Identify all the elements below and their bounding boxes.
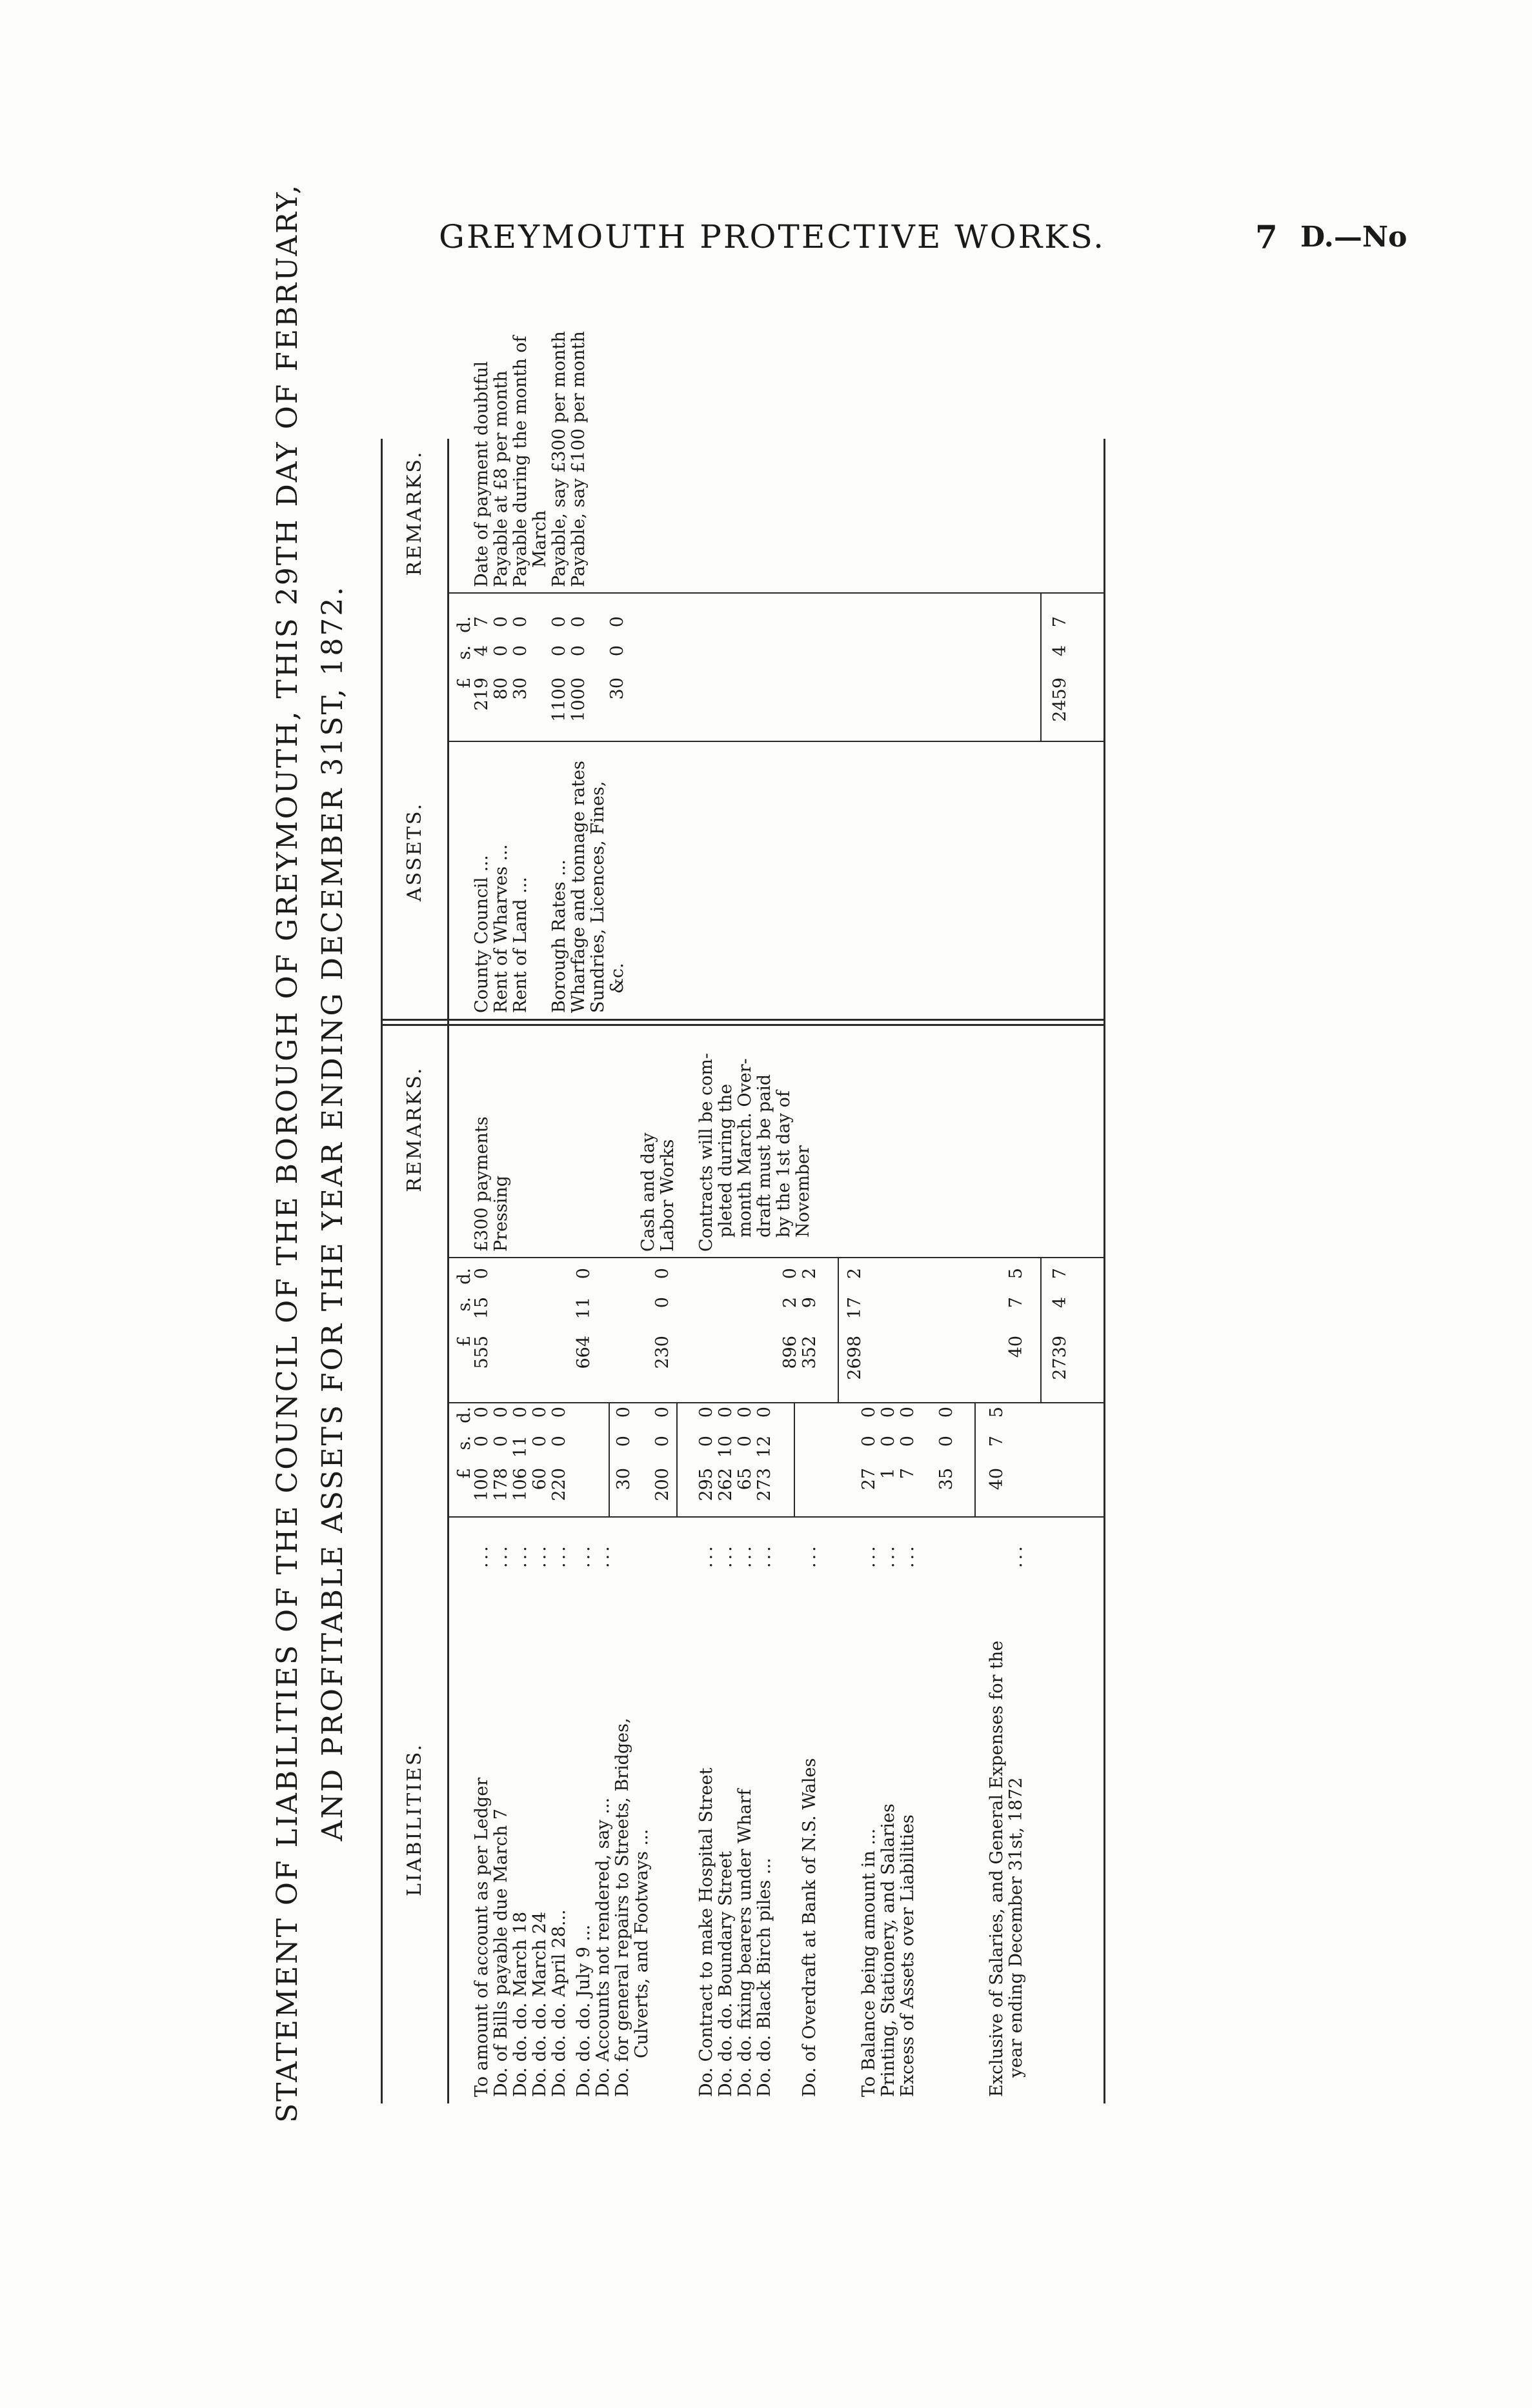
asset-row-8-text: &c. <box>607 963 627 994</box>
leader-dots: ... <box>800 1543 820 1568</box>
liab-row-4-text: Do. do. do. March 24 <box>530 1911 550 2097</box>
money-head-shillings-outer: s. <box>454 1297 474 1312</box>
liab-3-pounds: 106 <box>510 1468 530 1501</box>
rule-assets-remarks <box>447 592 1104 594</box>
asset-5-pounds: 1100 <box>549 677 569 722</box>
outer-5-pounds: 352 <box>800 1336 820 1369</box>
liab-15-pence: 0 <box>859 1407 879 1418</box>
liab-row-2-text: Do. of Bills payable due March 7 <box>491 1809 511 2097</box>
subtotal-rule-3 <box>794 1403 795 1516</box>
liab-11-pence: 0 <box>716 1407 736 1418</box>
total-assets-pounds: 2459 <box>1050 677 1070 722</box>
liab-19-shillings: 7 <box>987 1436 1007 1447</box>
asset-1-pounds: 219 <box>472 677 492 711</box>
leader-dots: ... <box>859 1543 879 1568</box>
liab-4-pence: 0 <box>530 1407 550 1418</box>
rule-inner-money <box>447 1516 1104 1518</box>
rule-remarks <box>447 1257 1104 1258</box>
liab-12-pounds: 65 <box>735 1468 755 1490</box>
liab-6-pounds: 30 <box>614 1468 634 1490</box>
asset-row-5-text: Borough Rates ... <box>549 859 569 1013</box>
liab-5-pounds: 220 <box>549 1468 569 1501</box>
liab-1-pence: 0 <box>472 1407 492 1418</box>
column-divider-main <box>381 1024 1105 1026</box>
leader-dots: ... <box>510 1543 530 1568</box>
money-head-pounds-outer: £ <box>454 1336 474 1347</box>
liab-remark-5-line-4: draft must be paid <box>754 1074 774 1238</box>
liab-row-10-text: Do. Contract to make Hospital Street <box>696 1767 716 2097</box>
liab-10-shillings: 0 <box>696 1436 716 1447</box>
asset-6-pence: 0 <box>569 616 589 628</box>
liab-7-pounds: 200 <box>652 1468 672 1501</box>
liab-18-pence: 0 <box>936 1407 956 1418</box>
liab-15-pounds: 27 <box>859 1468 879 1490</box>
total-rule-liabilities <box>1040 1258 1042 1402</box>
liab-17-shillings: 0 <box>898 1436 918 1447</box>
outer-2-shillings: 11 <box>574 1297 594 1319</box>
money-head-pounds-assets: £ <box>454 677 474 689</box>
liab-row-7-text: Do. Accounts not rendered, say ... <box>593 1797 613 2097</box>
liab-6-pence: 0 <box>614 1407 634 1418</box>
outer-3-shillings: 0 <box>652 1297 672 1309</box>
liab-3-shillings: 11 <box>510 1436 530 1458</box>
liab-7-pence: 0 <box>652 1407 672 1418</box>
liab-row-11-text: Do. do. do. Boundary Street <box>716 1851 736 2097</box>
asset-remark-1: Date of payment doubtful <box>472 361 492 587</box>
total-liabilities-shillings: 4 <box>1050 1297 1070 1309</box>
leader-dots: ... <box>716 1543 736 1568</box>
liab-row-12-text: Do. do. fixing bearers under Wharf <box>735 1789 755 2097</box>
liab-remark-5-line-1: Contracts will be com- <box>696 1052 716 1252</box>
leader-dots: ... <box>696 1543 716 1568</box>
header-liabilities: LIABILITIES. <box>403 1743 426 1896</box>
liab-19-pounds: 40 <box>987 1468 1007 1490</box>
outer-2-pounds: 664 <box>574 1336 594 1369</box>
asset-row-7-text: Sundries, Licences, Fines, <box>588 781 608 1013</box>
leader-dots: ... <box>1006 1543 1026 1568</box>
header-remarks-liabilities: REMARKS. <box>403 1066 426 1192</box>
liab-remark-5-line-6: November <box>793 1145 813 1238</box>
leader-dots: ... <box>898 1543 918 1568</box>
leader-dots: ... <box>472 1543 492 1568</box>
liab-11-pounds: 262 <box>716 1468 736 1501</box>
asset-6-shillings: 0 <box>569 645 589 657</box>
liab-remark-5-line-2: pleted during the <box>716 1083 736 1238</box>
leader-dots: ... <box>549 1543 569 1568</box>
liab-10-pence: 0 <box>696 1407 716 1418</box>
liab-11-shillings: 10 <box>716 1436 736 1458</box>
total-liabilities-pounds: 2739 <box>1050 1336 1070 1380</box>
asset-2-shillings: 0 <box>491 645 511 657</box>
leader-dots: ... <box>574 1543 594 1568</box>
leader-dots: ... <box>754 1543 774 1568</box>
liab-1-shillings: 0 <box>472 1436 492 1447</box>
liab-4-shillings: 0 <box>530 1436 550 1447</box>
asset-2-pence: 0 <box>491 616 511 628</box>
rule-assets-money <box>447 741 1104 742</box>
liab-remark-1: £300 payments <box>472 1116 492 1252</box>
liab-row-18-text: Exclusive of Salaries, and General Expenses for the <box>987 1640 1007 2097</box>
liab-10-pounds: 295 <box>696 1468 716 1501</box>
table-bottom-rule <box>1104 439 1105 2103</box>
asset-remark-6: Payable, say £100 per month <box>569 331 589 587</box>
liab-17-pounds: 7 <box>898 1468 918 1480</box>
liab-row-1-text: To amount of account as per Ledger <box>472 1777 492 2097</box>
liab-6-shillings: 0 <box>614 1436 634 1447</box>
statement-title-line-1: STATEMENT OF LIABILITIES OF THE COUNCIL OF THE BOROUGH OF GREYMOUTH, THIS 29TH DAY OF FEBRUARY, <box>271 183 304 2123</box>
outer-3-pounds: 230 <box>652 1336 672 1369</box>
running-head-title: GREYMOUTH PROTECTIVE WORKS. <box>439 218 1106 256</box>
outer-6-pence: 2 <box>845 1268 865 1279</box>
outer-3-pence: 0 <box>652 1268 672 1279</box>
outer-1-pence: 0 <box>472 1268 492 1279</box>
asset-remark-2: Payable at £8 per month <box>491 370 511 587</box>
liab-16-pounds: 1 <box>878 1468 898 1480</box>
liab-5-pence: 0 <box>549 1407 569 1418</box>
leader-dots: ... <box>735 1543 755 1568</box>
liab-remark-3: Cash and day <box>638 1132 658 1252</box>
asset-8-pounds: 30 <box>607 677 627 700</box>
liab-13-pence: 0 <box>754 1407 774 1418</box>
total-liabilities-pence: 7 <box>1050 1268 1070 1279</box>
asset-3-pence: 0 <box>510 616 530 628</box>
liab-18-shillings: 0 <box>936 1436 956 1447</box>
liab-4-pounds: 60 <box>530 1468 550 1490</box>
liab-row-15-text: To Balance being amount in ... <box>859 1828 879 2097</box>
outer-5-pence: 2 <box>800 1268 820 1279</box>
table-top-rule <box>381 439 383 2103</box>
header-assets: ASSETS. <box>403 801 426 902</box>
liab-17-pence: 0 <box>898 1407 918 1418</box>
liab-remark-5-line-3: month March. Over- <box>735 1058 755 1238</box>
leader-dots: ... <box>878 1543 898 1568</box>
asset-1-pence: 7 <box>472 616 492 628</box>
liab-12-pence: 0 <box>735 1407 755 1418</box>
leader-dots: ... <box>530 1543 550 1568</box>
liab-row-3-text: Do. do. do. March 18 <box>510 1911 530 2097</box>
outer-6-pounds: 2698 <box>845 1336 865 1380</box>
liab-remark-5-line-5: by the 1st day of <box>774 1090 794 1238</box>
asset-row-1-text: County Council ... <box>472 855 492 1013</box>
liab-2-pence: 0 <box>491 1407 511 1418</box>
running-head <box>439 218 1439 257</box>
money-head-pence-outer: d. <box>454 1268 474 1285</box>
liab-2-shillings: 0 <box>491 1436 511 1447</box>
leader-dots: ... <box>491 1543 511 1568</box>
leader-dots: ... <box>593 1543 613 1568</box>
liab-16-shillings: 0 <box>878 1436 898 1447</box>
outer-4-pounds: 896 <box>780 1336 800 1369</box>
liab-row-19-text: year ending December 31st, 1872 <box>1006 1777 1026 2078</box>
asset-2-pounds: 80 <box>491 677 511 700</box>
liab-row-14-text: Do. of Overdraft at Bank of N.S. Wales <box>800 1758 820 2097</box>
document-reference: D.—No <box>1300 221 1407 254</box>
asset-5-shillings: 0 <box>549 645 569 657</box>
outer-2-pence: 0 <box>574 1268 594 1279</box>
header-rule <box>447 439 449 2103</box>
liab-row-9-text: Culverts, and Footways ... <box>632 1829 652 2058</box>
asset-8-pence: 0 <box>607 616 627 628</box>
rule-outer-money <box>447 1402 1104 1403</box>
money-head-pounds: £ <box>454 1468 474 1480</box>
liab-13-shillings: 12 <box>754 1436 774 1458</box>
total-rule-assets <box>1040 594 1042 741</box>
liab-row-16-text: Printing, Stationery, and Salaries <box>878 1803 898 2097</box>
column-divider-main-2 <box>381 1019 1105 1021</box>
outer-7-shillings: 7 <box>1006 1297 1026 1309</box>
liab-row-17-text: Excess of Assets over Liabilities <box>898 1814 918 2097</box>
money-head-shillings-assets: s. <box>454 645 474 660</box>
asset-row-6-text: Wharfage and tonnage rates <box>569 761 589 1013</box>
outer-4-pence: 0 <box>780 1268 800 1279</box>
liab-row-8-text: Do. for general repairs to Streets, Bridges, <box>612 1718 632 2097</box>
statement-title-line-2: AND PROFITABLE ASSETS FOR THE YEAR ENDING DECEMBER 31ST, 1872. <box>316 585 349 1841</box>
header-remarks-assets: REMARKS. <box>403 450 426 576</box>
outer-1-pounds: 555 <box>472 1336 492 1369</box>
liab-5-shillings: 0 <box>549 1436 569 1447</box>
asset-3-pounds: 30 <box>510 677 530 700</box>
liab-16-pence: 0 <box>878 1407 898 1418</box>
liab-row-13-text: Do. do. Black Birch piles ... <box>754 1858 774 2097</box>
asset-row-2-text: Rent of Wharves ... <box>491 844 511 1013</box>
liab-13-pounds: 273 <box>754 1468 774 1501</box>
outer-7-pence: 5 <box>1006 1268 1026 1279</box>
asset-6-pounds: 1000 <box>569 677 589 722</box>
outer-6-shillings: 17 <box>845 1297 865 1319</box>
total-assets-pence: 7 <box>1050 616 1070 628</box>
outer-7-pounds: 40 <box>1006 1336 1026 1358</box>
liab-remark-4: Labor Works <box>658 1139 678 1252</box>
liab-12-shillings: 0 <box>735 1436 755 1447</box>
subtotal-rule-2 <box>676 1403 678 1516</box>
asset-remark-4: March <box>530 510 550 568</box>
liab-1-pounds: 100 <box>472 1468 492 1501</box>
liab-2-pounds: 178 <box>491 1468 511 1501</box>
asset-3-shillings: 0 <box>510 645 530 657</box>
liab-15-shillings: 0 <box>859 1436 879 1447</box>
liab-remark-2: Pressing <box>491 1175 511 1252</box>
asset-1-shillings: 4 <box>472 645 492 657</box>
subtotal-rule-4 <box>838 1258 839 1402</box>
asset-row-3-text: Rent of Land ... <box>510 877 530 1013</box>
liab-row-5-text: Do. do. do. April 28... <box>549 1909 569 2097</box>
subtotal-rule-5 <box>974 1403 976 1516</box>
liab-19-pence: 5 <box>987 1407 1007 1418</box>
subtotal-rule-1 <box>609 1403 610 1516</box>
money-head-pence-assets: d. <box>454 616 474 633</box>
asset-remark-5: Payable, say £300 per month <box>549 331 569 587</box>
asset-8-shillings: 0 <box>607 645 627 657</box>
money-head-pence: d. <box>454 1407 474 1423</box>
outer-5-shillings: 9 <box>800 1297 820 1309</box>
liab-3-pence: 0 <box>510 1407 530 1418</box>
money-head-shillings: s. <box>454 1436 474 1450</box>
liab-18-pounds: 35 <box>936 1468 956 1490</box>
outer-1-shillings: 15 <box>472 1297 492 1319</box>
liab-7-shillings: 0 <box>652 1436 672 1447</box>
liab-row-6-text: Do. do. do. July 9 ... <box>574 1924 594 2097</box>
asset-remark-3: Payable during the month of <box>510 336 530 587</box>
outer-4-shillings: 2 <box>780 1297 800 1309</box>
asset-5-pence: 0 <box>549 616 569 628</box>
page-number: 7 <box>1255 218 1278 256</box>
total-assets-shillings: 4 <box>1050 645 1070 657</box>
